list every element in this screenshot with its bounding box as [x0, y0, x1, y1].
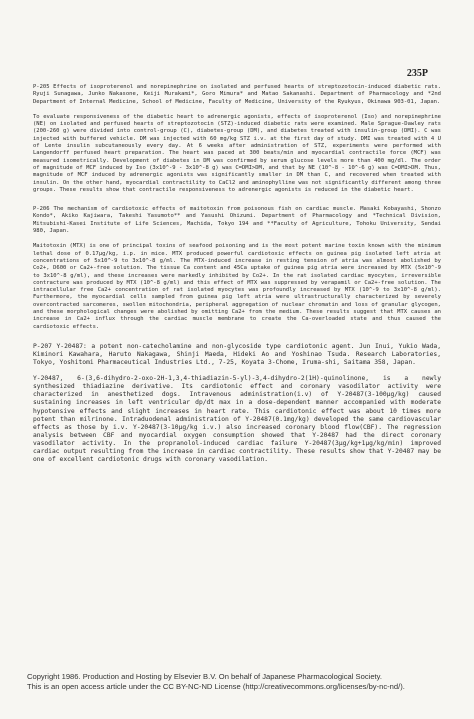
abstract-body: Y-20487, 6-(3,6-dihydro-2-oxo-2H-1,3,4-thiadiazin-5-yl)-3,4-dihydro-2(1H)-quinolinone, is a newly synthesized thiadiazine derivative. Its cardiotonic effect and coronary vasodilator activity were characterized in anesthetized dogs. Intravenous administration(i.v) of Y-20487(3-100μg/kg) caused sustaining increases in left ventricular dp/dt max in a dose-dependent manner accompanied with moderate hypotensive effects and slight increases in heart rate. This cardiotonic effect was about 10 times more potent than milrinone. Intraduodenal administration of Y-20487(0.1mg/kg) developed the same cardiovascular effects as those by i.v. Y-20487(3-10μg/kg i.v.) also increased coronary blood flow(CBF). The regression analysis between CBF and myocardial oxygen consumption showed that Y-20487 had the direct coronary vasodilator activity. In the propranolol-induced cardiac failure Y-20487(3μg/kg+1μg/kg/min) improved cardiac output resulting from the increase in cardiac contractility. These results show that Y-20487 may be one of excellent cardiotonic drugs with coronary vasodilation. — [33, 375, 441, 464]
abstract-body: To evaluate responsiveness of the diabetic heart to adrenergic agonists, effects of isoproterenol (Iso) and norepinephrine (NE) on isolated and perfused hearts of streptozotocin (STZ)-induced diabetic rats were examined. Male Sprague-Dawley rats (200-260 g) were divided into control-group (C), diabetes-group (DM), and diabetes treated with insulin-group (DMI). C was injected with buffered vehicle. DM was injected with 60 mg/kg STZ i.v. at the first day of study. DMI was treated with 4 U of Lente insulin subcutaneously every day. At 6 weeks after administration of STZ, experiments were performed with Langendorff perfused heart preparation. The heart was paced at 300 beats/min and myocardial contractile force (MCF) was measured isometrically. Development of diabetes in DM was confirmed by serum glucose levels more than 400 mg/dl. The order of magnitude of MCF induced by Iso (3x10^-9 - 3x10^-8 g) was C=DMI>DM, and that by NE (10^-8 - 10^-6 g) was C=DMI>DM. Thus, magnitude of MCF induced by adrenergic agonists was significantly smaller in DM than C, and recovered when treated with insulin. On the other hand, myocardial contractility to CaCl2 and aminophylline was not significantly different among three groups. These results show that contractile responsiveness to adrenergic agonists is reduced in the diabetic heart. — [33, 113, 441, 193]
abstract-heading: P-205 Effects of isoproterenol and norepinephrine on isolated and perfused hearts of streptozotocin-induced diabetic rats. Ryuji Sunagawa, Junko Nakasone, Keiji Murakami*, Goro Mimura* and Matao Sakanashi. Department of Pharmacology and *2nd Department of Internal Medicine, School of Medicine, Faculty of Medicine, University of the Ryukyus, Okinawa 903-01, Japan. — [33, 84, 441, 105]
copyright-line: Copyright 1986. Production and Hosting by Elsevier B.V. On behalf of Japanese Pharmacological Society. — [27, 672, 383, 681]
abstract-p206 — [33, 206, 441, 331]
abstract-heading: P-207 Y-20487: a potent non-catecholamine and non-glycoside type cardiotonic agent. Jun Inui, Yukio Wada, Kiminori Kawahara, Haruto Nakagawa, Shinji Maeda, Hideki Ao and Yoshinao Tsuda. Research Laboratories, Tokyo, Yoshitomi Pharmaceutical Industries Ltd., 7-25, Koyata 3-Chome, Iruma-shi, Saitama 358, Japan. — [33, 342, 441, 367]
license-line: This is an open access article under the CC BY-NC-ND License (http://creativecommons.org/licenses/by-nc-nd/). — [27, 682, 405, 691]
abstract-body: Maitotoxin (MTX) is one of principal toxins of seafood poisoning and is the most potent marine toxin known with the minimum lethal dose of 0.17μg/kg, i.p. in mice. MTX produced powerful cardiotoxic effects on guinea pig isolated left atria at concentrations of 5x10^-9 to 3x10^-8 g/ml. The MTX-induced increase in resting tension of atria was almost abolished by Co2+, D600 or Ca2+-free solution. The tissue Ca content and 45Ca uptake of guinea pig atria were increased by MTX (5x10^-9 to 3x10^-8 g/ml), and these increases were markedly inhibited by Co2+. In the rat isolated cardiac myocytes, irreversible contracture was produced by MTX (10^-8 g/ml) and this effect of MTX was suppressed by verapamil or Ca2+-free solution. The intracellular free Ca2+ concentration of rat isolated myocytes was profoundly increased by MTX (10^-9 to 3x10^-8 g/ml). Furthermore, the myocardial cells sampled from guinea pig left atria were ultrastructurally characterized by severely overcontracted sarcomeres, swollen mitochondria, peripheral aggregation of nuclear chromatin and loss of granular glycogen, and these morphological changes were abolished by omitting Ca2+ from the medium. These results suggest that MTX causes an increase in Ca2+ influx through the cardiac muscle membrane to create the Ca-overloaded state and thus caused the cardiotoxic effects. — [33, 243, 441, 330]
abstracts-column — [33, 84, 441, 464]
abstract-heading: P-206 The mechanism of cardiotoxic effects of maitotoxin from poisonous fish on cardiac muscle. Masaki Kobayashi, Shonzo Kondo*, Akiko Kajiwara, Takeshi Yasumoto** and Yasushi Ohizumi. Department of Pharmacology and *Technical Division, Mitsubishi-Kasei Institute of Life Sciences, Machida, Tokyo 194 and **Faculty of Agriculture, Tohoku University, Sendai 980, Japan. — [33, 206, 441, 235]
abstract-p205 — [33, 84, 441, 194]
copyright-footer — [27, 672, 457, 692]
page-number: 235P — [406, 68, 428, 79]
abstract-p207 — [33, 343, 441, 464]
